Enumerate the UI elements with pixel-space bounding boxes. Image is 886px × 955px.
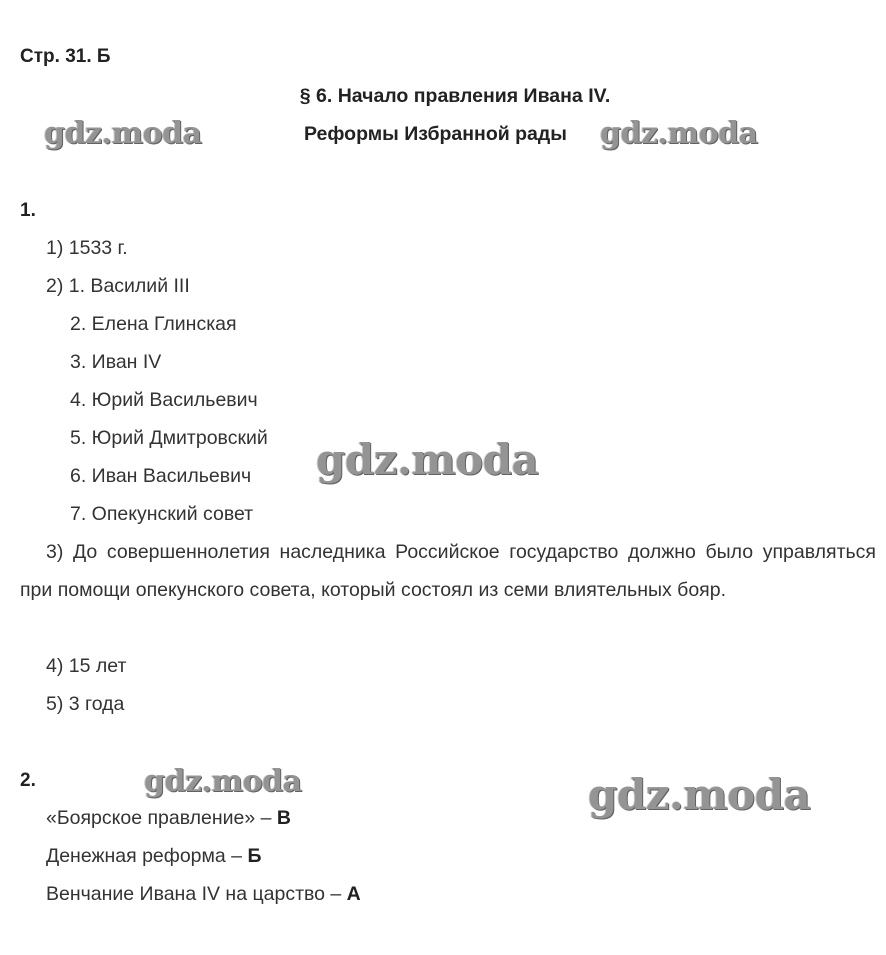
list-item: 4. Юрий Васильевич xyxy=(70,389,258,411)
page-title: § 6. Начало правления Ивана IV. xyxy=(299,85,611,107)
list-item: 1) 1533 г. xyxy=(46,237,128,259)
match-row-text: Денежная реформа – xyxy=(46,845,248,867)
match-row xyxy=(46,806,291,830)
list-item: 6. Иван Васильевич xyxy=(70,465,252,487)
watermark-logo: gdz.moda xyxy=(144,764,302,799)
watermark-logo: gdz.moda xyxy=(316,435,539,484)
match-row-text: Венчание Ивана IV на царство – xyxy=(46,883,347,905)
list-item: 5) 3 года xyxy=(46,693,125,715)
watermark-logo: gdz.moda xyxy=(44,116,202,151)
match-row xyxy=(46,844,261,868)
page-subtitle: Реформы Избранной рады xyxy=(304,123,567,145)
answer-paragraph: 3) До совершеннолетия наследника Российское государство должно было управляться при помощи опекунского совета, который состоял из семи влиятельных бояр. xyxy=(20,541,876,601)
list-item: 2) 1. Василий III xyxy=(46,275,190,297)
section-2-number: 2. xyxy=(20,770,36,791)
match-row-answer: Б xyxy=(247,845,262,867)
list-item: 4) 15 лет xyxy=(46,655,127,677)
watermark-logo: gdz.moda xyxy=(588,770,811,819)
watermark-logo: gdz.moda xyxy=(600,116,758,151)
list-item: 7. Опекунский совет xyxy=(70,503,254,525)
section-1-number: 1. xyxy=(20,200,36,221)
page-label: Стр. 31. Б xyxy=(20,46,111,67)
match-row-text: «Боярское правление» – xyxy=(46,807,277,829)
match-row-answer: В xyxy=(276,807,292,829)
match-row-answer: А xyxy=(346,883,361,905)
match-row xyxy=(46,882,361,906)
list-item: 3. Иван IV xyxy=(70,351,162,373)
list-item: 5. Юрий Дмитровский xyxy=(70,427,268,449)
list-item: 2. Елена Глинская xyxy=(70,313,237,335)
